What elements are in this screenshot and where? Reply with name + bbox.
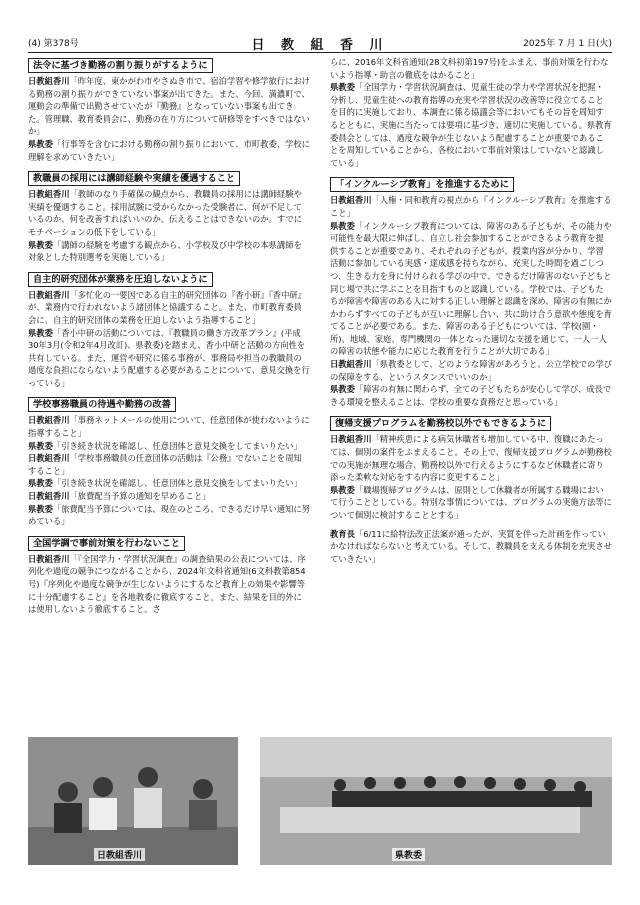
speaker-label: 県教委	[28, 239, 53, 250]
speaker-label: 日教組香川	[330, 434, 372, 445]
statement-text: 「昨年度、東かがわ市やさぬき市で、宿泊学習や修学旅行における勤務の割り振りができていない事案が出てきた。また、今回、満濃町で、運動会の準備で出勤させていたが『勤務』となっていない事案も出てきた。管理職、教育委員会に、勤務の在り方について研修等をすべきではないか」	[28, 76, 310, 137]
section-heading: 自主的研究団体が業務を圧迫しないように	[28, 272, 213, 287]
article-section	[28, 270, 310, 390]
statement-text: 「精神疾患による病気休職者も増加している中、復職にあたっては、個別の案件をふまえること。その上で、復帰支援プログラムが勤務校での実施が無理な場合、勤務校以外で行えるようにするなど休職者に寄り添った柔軟な対応をする内容に変更すること」	[330, 434, 612, 483]
speaker-label: 日教組香川	[28, 415, 70, 426]
statement-text: 「教師のなり手確保の観点から、教職員の採用には講師経験や実績を優遇すること。採用試験に受からなかった受験者に、何が不足しているのか、何を改善すればいいのか。伝えることはできないのか。すでにモチベーションの低下をしている」	[28, 189, 303, 237]
statement-text: 「旅費配当予算については、現在のところ、できるだけ早い通知に努めている」	[28, 503, 310, 527]
statement-paragraph	[330, 358, 612, 383]
speaker-label: 日教組香川	[28, 289, 70, 300]
speaker-label: 県教委	[28, 503, 53, 514]
statement-text: 「多忙化の一要因である自主的研究団体の『香小研』『香中研』が、業務内で行われないよう諸団体と協議すること。また、市町教育委員会に、自主的研究団体の業務を圧迫しないよう指導すること」	[28, 289, 306, 325]
right-column	[330, 56, 612, 571]
statement-text: らに、2016年文科省通知(28文科初第197号)をふまえ、事前対策を行わないよう指導・助言の徹底をはかること」	[330, 57, 609, 80]
statement-text: 「人権・同和教育の視点から『インクルーシブ教育』を推進すること」	[330, 195, 612, 218]
statement-paragraph	[28, 75, 310, 138]
statement-paragraph	[330, 194, 612, 219]
article-section	[28, 56, 310, 163]
section-heading: 法令に基づき勤務の割り振りがするように	[28, 58, 213, 73]
statement-paragraph	[28, 452, 310, 477]
statement-paragraph	[28, 414, 310, 439]
speaker-label: 日教組香川	[28, 553, 70, 564]
photo-caption: 日教組香川	[94, 848, 145, 861]
speaker-label: 教育長	[330, 528, 355, 539]
speaker-label: 日教組香川	[28, 453, 70, 464]
article-section	[28, 395, 310, 527]
statement-paragraph	[28, 327, 310, 390]
meeting-photo-board	[260, 737, 612, 865]
statement-text: 「障害の有無に関わらず、全ての子どもたちが安心して学び、成長できる環境を整えることは、学校の重要な責務だと思っている」	[330, 384, 612, 407]
photo-caption: 県教委	[392, 848, 425, 861]
statement-text: 「香小中研の活動については、『教職員の働き方改革プラン』(平成30年3月(令和2年4月改訂)、県教委)を踏まえ、香小中研と活動の方向性を共有している。また、運営や研究に係る事務が、事務局や担当の教職員の過度な負担にならないよう配慮する必要があることについて、意見交換を行っている」	[28, 327, 310, 388]
speaker-label: 県教委	[28, 478, 53, 489]
statement-text: 「引き続き状況を確認し、任意団体と意見交換をしてまいりたい」	[52, 440, 302, 451]
statement-paragraph	[28, 553, 310, 616]
section-heading: 学校事務職員の待遇や勤務の改善	[28, 397, 176, 412]
speaker-label: 日教組香川	[28, 76, 70, 86]
article-section	[28, 169, 310, 264]
statement-paragraph	[330, 81, 612, 169]
statement-text: 「インクルーシブ教育については、障害のある子どもが、その能力や可能性を最大限に伸ばし、自立し社会参加することができるよう教育を提供することが重要であり、それぞれの子どもが、授業内容が分かり、学習活動に参加している実感・達成感を持ちながら、充実した時間を過ごしつつ、生きる力を身に付けられる学びの中で、できるだけ障害のない子どもと同じ場で共に学ぶことを目指すものと認識している。学校では、子どもたちが障害や障害のある人に対する正しい理解と認識を深め、障害の有無にかかわらずすべての子どもが互いに理解し合い、共に助け合う意欲や態度を育てることが必要である。また、障害のある子どもについては、学校(園・所)、地域、家庭、専門機関の一体となった適切な支援を通じて、一人一人の障害の状態や能力に応じた教育を行うことが大切である」	[330, 220, 612, 357]
section-heading: 全国学調で事前対策を行わないこと	[28, 536, 185, 551]
section-heading: 教職員の採用には講師経験や実績を優遇すること	[28, 171, 240, 186]
statement-paragraph	[28, 477, 310, 490]
section-heading: 復帰支援プログラムを勤務校以外でもできるように	[330, 416, 551, 431]
statement-paragraph	[330, 56, 612, 81]
speaker-label: 県教委	[330, 82, 355, 93]
statement-text: 「職場復帰プログラムは、原則として休職者が所属する職場において行うこととしている。特別な事情については、プログラムの実施方法等について個別に検討することとする」	[330, 484, 612, 520]
statement-paragraph	[28, 503, 310, 528]
statement-text: 「講師の経験を考慮する観点から、小学校及び中学校の本県講師を対象とした特別選考を実施している」	[28, 239, 302, 263]
issue-number: (4) 第378号	[28, 39, 79, 49]
article-section	[330, 56, 612, 169]
section-heading: 「インクルーシブ教育」を推進するために	[330, 177, 514, 192]
page-header	[28, 34, 612, 53]
statement-paragraph	[330, 383, 612, 408]
statement-text: 「引き続き状況を確認し、任意団体と意見交換をしてまいりたい」	[52, 478, 302, 489]
article-section	[330, 528, 612, 566]
speaker-label: 日教組香川	[330, 195, 372, 206]
speaker-label: 県教委	[28, 327, 53, 338]
speaker-label: 県教委	[28, 138, 53, 149]
statement-text: 「学校事務職員の任意団体の活動は『公務』でないことを周知すること」	[28, 453, 302, 476]
speaker-label: 県教委	[330, 384, 355, 395]
photo-strip	[28, 737, 612, 865]
statement-paragraph	[28, 440, 310, 453]
photo-board	[260, 737, 612, 865]
statement-text: 「6/11に給特法改正法案が通ったが、実質を伴った計画を作っていかなければならないと考えている。そして、教職員を支える体制を充実させていきたい」	[330, 528, 612, 564]
statement-text: 「全国学力・学習状況調査は、児童生徒の学力や学習状況を把握・分析し、児童生徒への教育指導の充実や学習状況の改善等に役立てることを目的に実施しており、本調査に係る協議会等においてもその旨を周知するとともに、実施に当たっては要項に基づき、適切に実施している。県教育委員会としては、過度な競争が生じないよう配慮することが重要であることを周知していることから、各校において事前対策はしていないと認識している」	[330, 82, 612, 168]
statement-paragraph	[330, 220, 612, 359]
meeting-photo-union	[28, 737, 238, 865]
statement-text: 「県教委として、どのような障害があろうと、公立学校での学びの保障をする、というスタンスでいいのか」	[330, 359, 612, 382]
left-column	[28, 56, 310, 622]
statement-paragraph	[330, 484, 612, 522]
statement-paragraph	[330, 528, 612, 566]
speaker-label: 県教委	[330, 484, 355, 495]
speaker-label: 日教組香川	[330, 359, 372, 370]
statement-text: 「行事等を含むにおける勤務の割り振りにおいて、市町教委、学校に理解を求めていきたい」	[28, 138, 310, 162]
statement-paragraph	[28, 490, 310, 503]
article-section	[330, 414, 612, 521]
issue-date: 2025年 7 月 1 日(火)	[523, 39, 612, 49]
speaker-label: 日教組香川	[28, 189, 70, 200]
speaker-label: 県教委	[28, 440, 53, 451]
statement-text: 「旅費配当予算の通知を早めること」	[69, 491, 211, 502]
statement-paragraph	[330, 433, 612, 483]
newsletter-title: 日 教 組 香 川	[251, 38, 389, 53]
statement-paragraph	[28, 188, 310, 238]
photo-union	[28, 737, 238, 865]
statement-paragraph	[28, 239, 310, 264]
speaker-label: 日教組香川	[28, 491, 70, 502]
statement-paragraph	[28, 289, 310, 327]
speaker-label: 県教委	[330, 220, 355, 231]
article-section	[330, 175, 612, 408]
article-section	[28, 534, 310, 616]
statement-text: 「『全国学力・学習状況調査』の調査結果の公表については、序列化や過度の競争につながることから、2024年文科省通知(6文科教第854号)『序列化や過度な競争が生じないようにするなど教育上の効果や影響等に十分配慮すること』を各地教委に徹底すること。また、結果を目的外には使用しないよう徹底すること。さ	[28, 553, 306, 615]
statement-text: 「事務ネットメールの使用について、任意団体が使わないように指導すること」	[28, 415, 310, 439]
statement-paragraph	[28, 138, 310, 163]
